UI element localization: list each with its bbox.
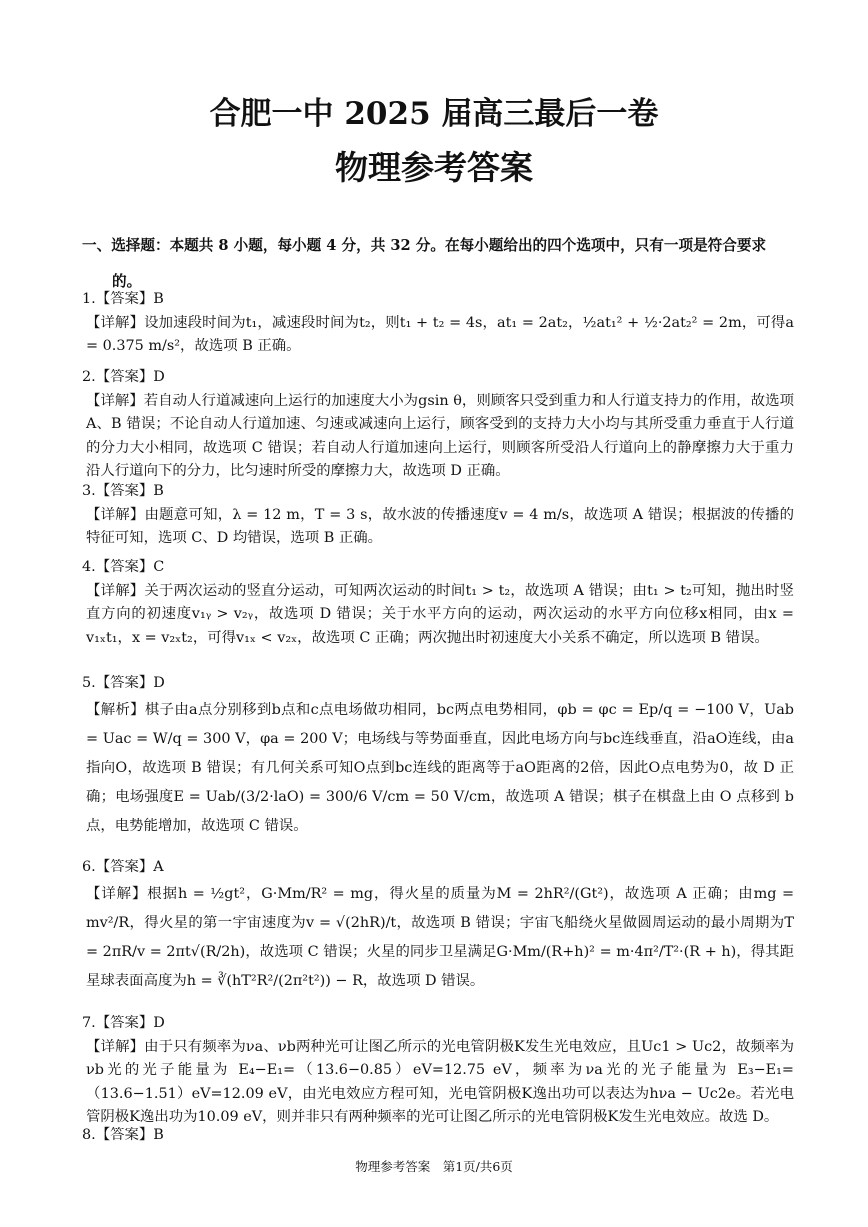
page-footer: 物理参考答案 第1页/共6页 bbox=[355, 1159, 513, 1174]
question-detail: 【解析】棋子由a点分别移到b点和c点电场做功相同，bc两点电势相同，φb = φc = Ep/q = −100 V，Uab = Uac = W/q = 300 V，φa = 200 V；电场线与等势面垂直，因此电场方向与bc连线垂直，沿aO连线，由a指向O，故选项 B 错误；有几何关系可知O点到bc连线的距离等于aO距离的2倍，因此O点电势为0，故 D 正确；电场强度E = Uab/(3/2·laO) = 300/6 V/cm = 50 V/cm，故选项 A 错误；棋子在棋盘上由 O 点移到 b 点，电势能增加，故选项 C 错误。 bbox=[86, 701, 794, 834]
question-answer: 6.【答案】A bbox=[82, 859, 164, 875]
question-detail: 【详解】由题意可知，λ = 12 m，T = 3 s，故水波的传播速度v = 4 m/s，故选项 A 错误；根据波的传播的特征可知，选项 C、D 均错误，选项 B 正确。 bbox=[86, 506, 794, 546]
question-answer: 5.【答案】D bbox=[82, 675, 165, 691]
question-2 bbox=[82, 366, 794, 484]
question-answer: 4.【答案】C bbox=[82, 559, 165, 575]
question-1 bbox=[82, 288, 794, 359]
question-answer: 2.【答案】D bbox=[82, 369, 165, 385]
question-detail: 【详解】关于两次运动的竖直分运动，可知两次运动的时间t₁ > t₂，故选项 A 错误；由t₁ > t₂可知，抛出时竖直方向的初速度v₁ᵧ > v₂ᵧ，故选项 D 错误；关于水平方向的运动，两次运动的水平方向位移x相同，由x = v₁ₓt₁，x = v₂ₓt₂，可得v₁ₓ < v₂ₓ，故选项 C 正确；两次抛出时初速度大小关系不确定，所以选项 B 错误。 bbox=[86, 582, 794, 646]
question-5 bbox=[82, 672, 794, 841]
document-title: 合肥一中 2025 届高三最后一卷 bbox=[209, 96, 659, 132]
section-heading-text: 一、选择题：本题共 8 小题，每小题 4 分，共 32 分。在每小题给出的四个选项中，只有一项是符合要求 bbox=[82, 237, 767, 254]
question-7 bbox=[82, 1012, 794, 1130]
document-subtitle: 物理参考答案 bbox=[335, 148, 533, 187]
question-detail: 【详解】由于只有频率为νa、νb两种光可让图乙所示的光电管阴极K发生光电效应，且Uc1 > Uc2，故频率为νb光的光子能量为 E₄−E₁=（13.6−0.85）eV=12.75 eV，频率为νa光的光子能量为 E₃−E₁=（13.6−1.51）eV=12.09 eV，由光电效应方程可知，光电管阴极K逸出功可以表达为hνa − Uc2e。若光电管阴极K逸出功为10.09 eV，则并非只有两种频率的光可让图乙所示的光电管阴极K发生光电效应。故选 D。 bbox=[86, 1038, 794, 1125]
question-answer: 3.【答案】B bbox=[82, 483, 164, 499]
question-6 bbox=[82, 856, 794, 996]
question-answer: 7.【答案】D bbox=[82, 1015, 165, 1031]
question-detail: 【详解】若自动人行道减速向上运行的加速度大小为gsin θ，则顾客只受到重力和人行道支持力的作用，故选项 A、B 错误；不论自动人行道加速、匀速或减速向上运行，顾客受到的支持力大小均与其所受重力垂直于人行道的分力大小相同，故选项 C 错误；若自动人行道加速向上运行，则顾客所受沿人行道向上的静摩擦力大于重力沿人行道向下的分力，比匀速时所受的摩擦力大，故选项 D 正确。 bbox=[86, 392, 794, 479]
question-8 bbox=[82, 1124, 794, 1148]
question-detail: 【详解】设加速段时间为t₁，减速段时间为t₂，则t₁ + t₂ = 4s，at₁ = 2at₂，½at₁² + ½·2at₂² = 2m，可得a = 0.375 m/s²，故选项 B 正确。 bbox=[86, 314, 794, 354]
section-heading-cont: 的。 bbox=[112, 273, 142, 290]
question-4 bbox=[82, 556, 794, 650]
question-answer: 1.【答案】B bbox=[82, 291, 164, 307]
question-3 bbox=[82, 480, 794, 551]
question-answer: 8.【答案】B bbox=[82, 1127, 164, 1143]
question-detail: 【详解】根据h = ½gt²，G·Mm/R² = mg，得火星的质量为M = 2hR²/(Gt²)，故选项 A 正确；由mg = mv²/R，得火星的第一宇宙速度为v = √(2hR)/t，故选项 B 错误；宇宙飞船绕火星做圆周运动的最小周期为T = 2πR/v = 2πt√(R/2h)，故选项 C 错误；火星的同步卫星满足G·Mm/(R+h)² = m·4π²/T²·(R + h)，得其距星球表面高度为h = ∛(hT²R²/(2π²t²)) − R，故选项 D 错误。 bbox=[86, 885, 794, 989]
